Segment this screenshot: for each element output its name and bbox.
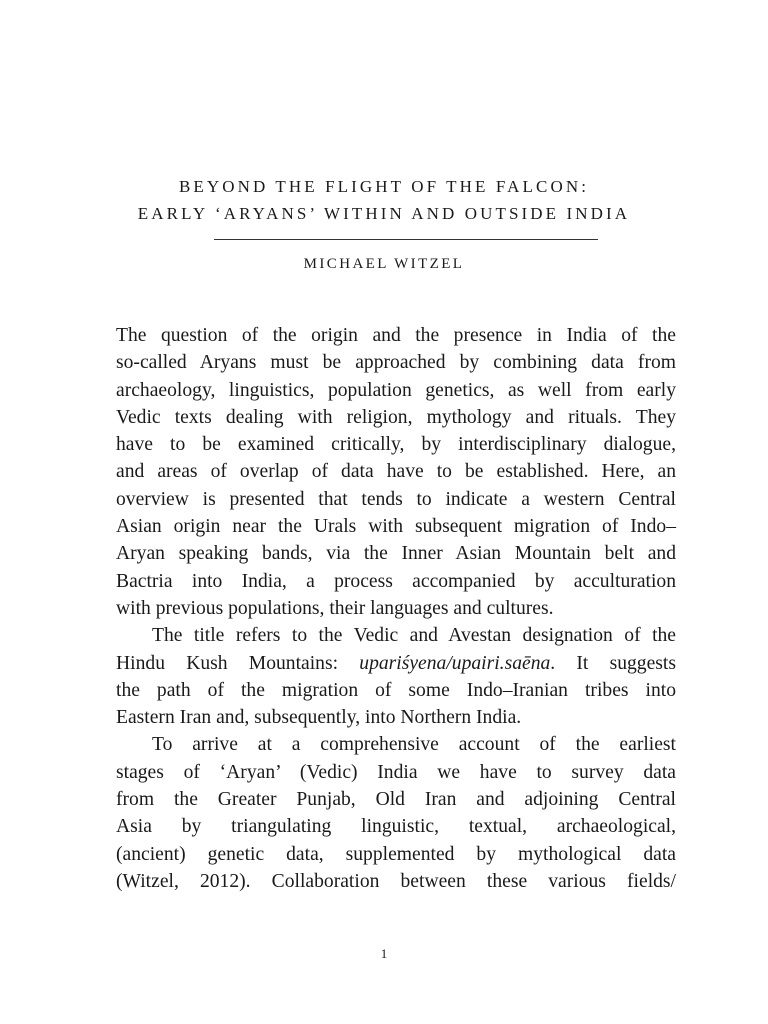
body-text [116,322,676,895]
text-line: with previous populations, their languages and cultures. [116,597,554,619]
text-line: The title refers to the Vedic and Avestan designation of the [152,625,676,647]
text-line: Eastern Iran and, subsequently, into Northern India. [116,707,522,729]
text-line: (Witzel, 2012). Collaboration between these various fields/ [116,870,676,892]
text-line: (ancient) genetic data, supplemented by mythological data [116,843,676,865]
title-divider [214,239,598,240]
text-line: Asian origin near the Urals with subsequent migration of Indo– [116,516,676,538]
chapter-title [0,173,768,227]
text-line: Aryan speaking bands, via the Inner Asian Mountain belt and [116,543,676,565]
text-line: stages of ‘Aryan’ (Vedic) India we have to survey data [116,761,676,783]
text-line: from the Greater Punjab, Old Iran and adjoining Central [116,789,676,811]
text-line [116,650,676,677]
paragraph-3 [116,731,676,895]
page-number: 1 [380,946,388,961]
author-name: MICHAEL WITZEL [303,256,465,272]
text-fragment: Hindu Kush Mountains: [116,652,360,674]
text-fragment: . It suggests [550,652,676,674]
text-line: have to be examined critically, by interdisciplinary dialogue, [116,434,676,456]
text-line: Asia by triangulating linguistic, textual, archaeological, [116,816,676,838]
paragraph-2 [116,622,676,731]
chapter-title-line-1: BEYOND THE FLIGHT OF THE FALCON: [178,177,590,196]
text-line: overview is presented that tends to indicate a western Central [116,488,676,510]
text-line: and areas of overlap of data have to be established. Here, an [116,461,676,483]
chapter-title-line-2: EARLY ‘ARYANS’ WITHIN AND OUTSIDE INDIA [137,204,631,223]
italic-term: upariśyena/upairi.saēna [359,652,551,674]
text-line: so-called Aryans must be approached by combining data from [116,352,676,374]
text-line: To arrive at a comprehensive account of the earliest [152,734,676,756]
text-line: The question of the origin and the presence in India of the [116,325,676,346]
text-line: Bactria into India, a process accompanied by acculturation [116,570,676,592]
paragraph-1 [116,322,676,622]
text-line: archaeology, linguistics, population genetics, as well from early [116,379,676,401]
text-line: the path of the migration of some Indo–Iranian tribes into [116,679,676,701]
text-line: Vedic texts dealing with religion, mythology and rituals. They [116,406,676,428]
